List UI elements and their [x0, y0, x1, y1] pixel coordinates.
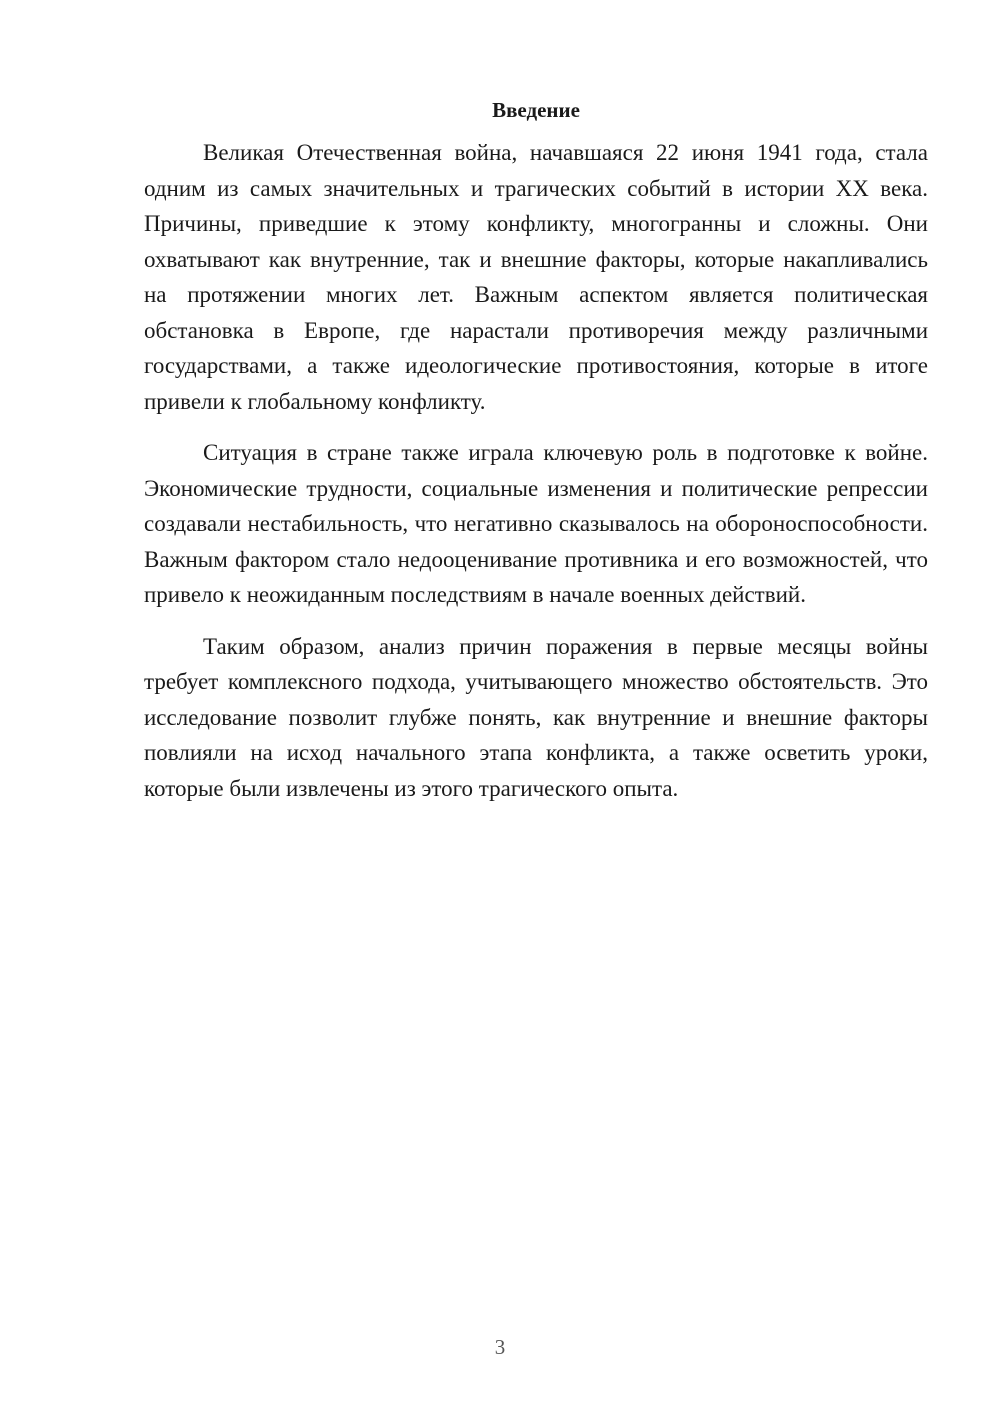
paragraph-3: Таким образом, анализ причин поражения в первые месяцы войны требует комплексного подхода, учитывающего множество обстоятельств. Это исследование позволит глубже понять, как внутренние и внешние факторы повлияли на исход начального этапа конфликта, а также осветить уроки, которые были извлечены из этого трагического опыта.	[144, 633, 928, 801]
page-content	[144, 92, 928, 822]
page-number: 3	[494, 1335, 506, 1359]
section-heading: Введение	[492, 98, 580, 122]
paragraph-2: Ситуация в стране также играла ключевую роль в подготовке к войне. Экономические трудности, социальные изменения и политические репрессии создавали нестабильность, что негативно сказывалось на обороноспособности. Важным фактором стало недооценивание противника и его возможностей, что привело к неожиданным последствиям в начале военных действий.	[144, 440, 928, 607]
paragraph-1: Великая Отечественная война, начавшаяся 22 июня 1941 года, стала одним из самых значительных и трагических событий в истории XX века. Причины, приведшие к этому конфликту, многогранны и сложны. Они охватывают как внутренние, так и внешние факторы, которые накапливались на протяжении многих лет. Важным аспектом является политическая обстановка в Европе, где нарастали противоречия между различными государствами, а также идеологические противостояния, которые в итоге привели к глобальному конфликту.	[144, 140, 928, 414]
